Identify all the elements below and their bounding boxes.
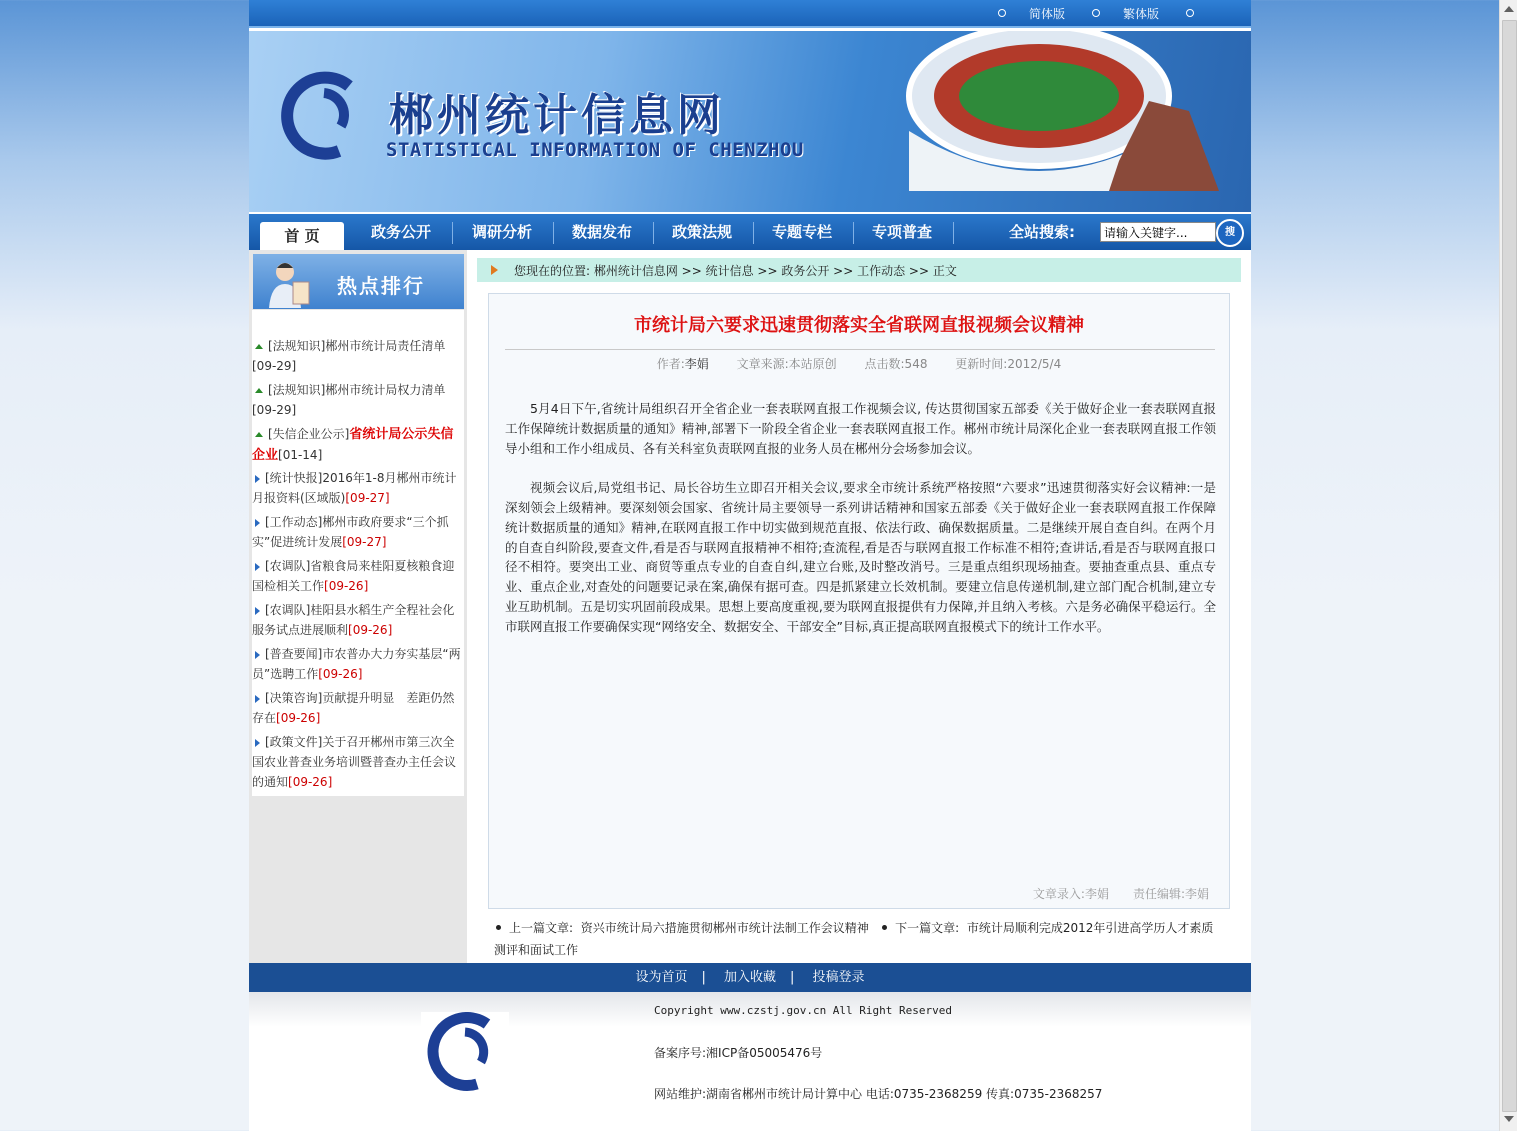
article-paragraph: 视频会议后,局党组书记、局长谷坊生立即召开相关会议,要求全市统计系统严格按照“六要求”迅速贯彻落实好会议精神:一是深刻领会上级精神。要深刻领会国家、省统计局主要领导一系列讲话精神和国家五部委《关于做好企业一套表联网直报工作保障统计数据质量的通知》精神,在联网直报工作中切实做到规范直报、依法行政、确保数据质量。二是继续开展自查自纠。在两个月的自查自纠阶段,要查文件,看是否与联网直报精神不相符;查流程,看是否与联网直报工作标准不相符;查讲话,看是否与联网直报口径不相符。要突出工业、商贸等重点专业的自查自纠,建立台账,及时整改消号。三是重点组织现场抽查。要抽查重点县、重点专业、重点企业,对查处的问题要记录在案,确保有据可查。四是抓紧建立长效机制。要建立信息传递机制,建立部门配合机制,建立专业互助机制。五是切实巩固前段成果。思想上要高度重视,要为联网直报提供有力保障,并且纳入考核。六是务必确保平稳运行。全市联网直报工作要确保实现“网络安全、数据安全、干部安全”目标,真正提高联网直报模式下的统计工作水平。 — [505, 480, 1216, 634]
hot-item[interactable]: [农调队]桂阳县水稻生产全程社会化服务试点进展顺利[09-26] — [252, 603, 455, 637]
breadcrumb — [477, 258, 1241, 282]
nav-data-release[interactable]: 数据发布 — [571, 223, 632, 241]
hot-item[interactable]: [农调队]省粮食局来桂阳夏核粮食迎国检相关工作[09-26] — [252, 559, 455, 593]
stadium-image — [889, 31, 1219, 191]
triangle-right-icon — [255, 651, 260, 659]
article-meta: 作者:李娟 文章来源:本站原创 点击数:548 更新时间:2012/5/4 — [656, 357, 1062, 371]
triangle-up-icon — [255, 344, 263, 349]
site-logo-icon — [421, 1012, 509, 1092]
nav-divider — [953, 222, 954, 244]
triangle-right-icon — [255, 695, 260, 703]
hot-item[interactable]: [政策文件]关于召开郴州市第三次全国农业普查业务培训暨普查办主任会议的通知[09-26] — [252, 735, 457, 789]
submit-login-link[interactable]: 投稿登录 — [812, 970, 865, 985]
circle-bullet-icon — [998, 9, 1006, 17]
prev-next-links: 上一篇文章: 资兴市统计局六措施贯彻郴州市统计法制工作会议精神 下一篇文章: 市统计局顺利完成2012年引进高学历人才素质测评和面试工作 — [494, 921, 1214, 957]
copyright: Copyright www.czstj.gov.cn All Right Reserved — [654, 1004, 953, 1017]
article-body — [505, 399, 1216, 656]
nav-census[interactable]: 专项普查 — [871, 223, 932, 241]
site-logo-icon — [279, 71, 369, 161]
article-paragraph: 5月4日下午,省统计局组织召开全省企业一套表联网直报工作视频会议, 传达贯彻国家五部委《关于做好企业一套表联网直报工作保障统计数据质量的通知》精神,部署下一阶段全省企业一套表联网直报工作。郴州市统计局深化企业一套表联网直报工作领导小组和工作小组成员、各有关科室负责联网直报的业务人员在郴州分会场参加会议。 — [505, 401, 1216, 456]
nav-home[interactable]: 首 页 — [260, 222, 344, 250]
main-nav — [249, 214, 1251, 250]
scroll-down-icon[interactable] — [1504, 1116, 1514, 1122]
search-label: 全站搜索: — [1009, 223, 1075, 241]
nav-research[interactable]: 调研分析 — [471, 223, 532, 241]
circle-bullet-icon — [1092, 9, 1100, 17]
nav-policy[interactable]: 政策法规 — [671, 223, 732, 241]
footer-nav: 设为首页 | 加入收藏 | 投稿登录 — [249, 963, 1251, 992]
triangle-right-icon — [255, 475, 260, 483]
footer — [249, 992, 1251, 1113]
search-button[interactable]: 搜 — [1216, 219, 1244, 247]
breadcrumb-text[interactable]: 您现在的位置: 郴州统计信息网 >> 统计信息 >> 政务公开 >> 工作动态 >> 正文 — [514, 264, 957, 278]
hot-item[interactable]: [普查要闻]市农普办大力夯实基层“两员”选聘工作[09-26] — [252, 647, 461, 681]
nav-special-topics[interactable]: 专题专栏 — [771, 223, 832, 241]
article-title: 市统计局六要求迅速贯彻落实全省联网直报视频会议精神 — [634, 315, 1084, 336]
hot-item[interactable]: [失信企业公示]省统计局公示失信企业[01-14] — [252, 427, 454, 463]
triangle-right-icon — [255, 519, 260, 527]
hot-item[interactable]: [工作动态]郴州市政府要求“三个抓实”促进统计发展[09-27] — [252, 515, 449, 549]
hot-item[interactable]: [统计快报]2016年1-8月郴州市统计月报资料(区域版)[09-27] — [252, 471, 457, 505]
sidebar — [249, 250, 467, 963]
footer-logo — [421, 1012, 509, 1092]
article — [488, 293, 1230, 909]
triangle-right-icon — [255, 739, 260, 747]
circle-bullet-icon — [1186, 9, 1194, 17]
top-bar — [249, 0, 1251, 28]
header-banner — [249, 31, 1251, 212]
add-favorite-link[interactable]: 加入收藏 — [723, 970, 776, 985]
divider — [505, 349, 1215, 350]
next-article-link[interactable]: 市统计局顺利完成2012年引进高学历人才素质测评和面试工作 — [494, 921, 1214, 957]
prev-article-link[interactable]: 资兴市统计局六措施贯彻郴州市统计法制工作会议精神 — [580, 921, 869, 935]
person-icon — [265, 258, 315, 308]
hot-list — [252, 310, 464, 796]
site-maintenance: 网站维护:湖南省郴州市统计局计算中心 电话:0735-2368259 传真:0735-2368257 — [654, 1087, 1103, 1101]
hot-item[interactable]: [法规知识]郴州市统计局责任清单 [09-29] — [252, 339, 446, 373]
site-title: 郴州统计信息网 — [389, 90, 725, 141]
hot-item[interactable]: [决策咨询]贡献提升明显 差距仍然存在[09-26] — [252, 691, 455, 725]
bullet-icon — [496, 925, 501, 930]
simplified-link[interactable]: 简体版 — [1029, 7, 1066, 21]
triangle-right-icon — [255, 563, 260, 571]
icp-record: 备案序号:湘ICP备05005476号 — [654, 1046, 823, 1060]
triangle-up-icon — [255, 388, 263, 393]
arrow-right-icon — [491, 265, 498, 275]
page — [249, 0, 1251, 1131]
vertical-scrollbar[interactable] — [1499, 0, 1517, 1131]
site-subtitle: STATISTICAL INFORMATION OF CHENZHOU — [386, 139, 804, 161]
scroll-up-icon[interactable] — [1504, 6, 1514, 12]
article-editors: 文章录入:李娟 责任编辑:李娟 — [1032, 887, 1209, 901]
set-homepage-link[interactable]: 设为首页 — [635, 970, 688, 985]
hot-ranking-header — [253, 254, 464, 309]
search-input[interactable] — [1100, 222, 1216, 242]
scroll-thumb[interactable] — [1502, 20, 1517, 1112]
traditional-link[interactable]: 繁体版 — [1123, 7, 1160, 21]
bullet-icon — [882, 925, 887, 930]
triangle-up-icon — [255, 432, 263, 437]
hot-item[interactable]: [法规知识]郴州市统计局权力清单 [09-29] — [252, 383, 446, 417]
nav-gov-affairs[interactable]: 政务公开 — [370, 223, 431, 241]
hot-ranking-title: 热点排行 — [337, 274, 425, 298]
triangle-right-icon — [255, 607, 260, 615]
